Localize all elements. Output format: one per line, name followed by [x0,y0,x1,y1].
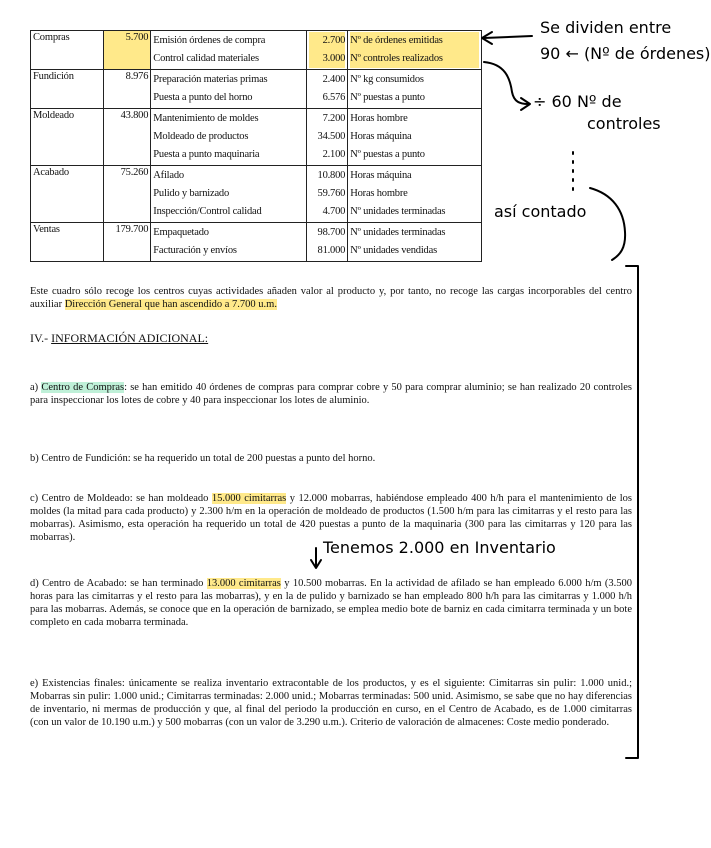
activity-value: 2.100 [322,149,346,160]
paragraph-d-text-end: y 10.500 mobarras. En la actividad de afilado se han empleado 6.000 h/m (3.500 horas para las cimitarras y el resto para las mobarras), y en la de pulido y barnizado se han empleado 800 h/h para las cimitarras y 1.000 h/h para las mobarras. Además, se conoce que en la operación de barnizado, se emplea medio bote de barniz en cada cimitarra terminada y un bote completo en cada mobarra terminada. [30,577,632,628]
center-name-cell: Moldeado [31,109,104,166]
paragraph-a-text: : se han emitido 40 órdenes de compras para comprar cobre y 50 para comprar aluminio; se han realizado 20 controles para inspeccionar los lotes de cobre y 40 para inspeccionar los lotes de aluminio. [30,381,632,406]
activity-name: Emisión órdenes de compra [153,35,266,46]
centro-compras-highlight: Centro de Compras [41,381,125,393]
center-cost-cell: 8.976 [103,70,150,109]
activity-value: 2.400 [322,74,346,85]
activity-name: Puesta a punto maquinaria [153,149,260,160]
activity-name: Moldeado de productos [153,131,249,142]
note-controles: controles [587,114,661,133]
cimitarras-moldeadas-highlight: 15.000 cimitarras [211,492,287,504]
activity-value: 59.760 [317,188,346,199]
activity-value: 2.700 [309,32,346,50]
activity-value: 98.700 [317,227,346,238]
cost-driver: Nº unidades vendidas [350,245,437,256]
cost-driver: Horas máquina [350,170,412,181]
cost-driver: Horas hombre [350,188,408,199]
activity-value: 6.576 [322,92,346,103]
cost-driver: Nº unidades terminadas [350,206,446,217]
center-cost-cell: 5.700 [103,31,150,70]
note-se-dividen: Se dividen entre [540,18,672,37]
cost-driver: Nº kg consumidos [350,74,424,85]
activity-name: Facturación y envíos [153,245,237,256]
paragraph-a-prefix: a) [30,381,42,393]
activity-name: Pulido y barnizado [153,188,230,199]
activity-name: Empaquetado [153,227,209,238]
activity-name: Afilado [153,170,184,181]
activity-value: 81.000 [317,245,346,256]
center-name-cell: Ventas [31,223,104,262]
paragraph-d-text-start: d) Centro de Acabado: se han terminado [30,577,207,589]
section-number: IV.- [30,331,52,345]
cost-driver: Nº puestas a punto [350,92,425,103]
activity-value: 7.200 [322,113,346,124]
cost-driver: Nº de órdenes emitidas [350,32,479,50]
activity-name: Preparación materias primas [153,74,268,85]
direccion-general-highlight: Dirección General que han ascendido a 7.700 u.m. [64,298,277,310]
cost-driver: Horas hombre [350,113,408,124]
curve-bracket [590,188,625,260]
cost-driver: Horas máquina [350,131,412,142]
center-name-cell: Acabado [31,166,104,223]
arrow-to-ordenes [484,36,532,38]
paragraph-c-text-end: y 12.000 mobarras, habiéndose empleado 400 h/h para el mantenimiento de los moldes (la mitad para cada producto) y 2.300 h/m en la operación de moldeado de productos (1.500 h/m para las cimitarras y el resto para las mobarras). Asimismo, esta operación ha requerido un total de 420 puestas a punto de la maquinaria (300 para las cimitarras y 120 para las mobarras). [30,492,633,543]
activity-value: 3.000 [309,50,346,68]
note-asi-contado: así contado [494,202,587,221]
paragraph-e: e) Existencias finales: únicamente se realiza inventario extracontable de los productos, y es el siguiente: Cimitarras sin pulir: 1.000 unid.; Mobarras sin pulir: 1.000 unid.; Cimitarras terminadas: 2.000 unid.; Mobarras terminadas: 500 unid. Asimismo, se sabe que no hay diferencias de inventario, ni mermas de producción y que, al final del periodo la producción en curso, en el Centro de Acabado, es de 1.000 cimitarras (con un valor de 10.190 u.m.) y 500 mobarras (con un valor de 3.290 u.m.). Criterio de valoración de almacenes: Coste medio ponderado. [30,677,632,728]
activity-name: Control calidad materiales [153,53,259,64]
cost-driver: Nº unidades terminadas [350,227,446,238]
note-90-ordenes: 90 ← (Nº de órdenes) [540,44,711,63]
paragraph-c-text-start: c) Centro de Moldeado: se han moldeado [30,492,212,504]
center-name-cell: Fundición [31,70,104,109]
note-inventario: Tenemos 2.000 en Inventario [323,538,556,557]
cost-driver: Nº controles realizados [350,50,479,68]
activity-value: 34.500 [317,131,346,142]
paragraph-b: b) Centro de Fundición: se ha requerido un total de 200 puestas a punto del horno. [30,452,376,464]
cimitarras-terminadas-highlight: 13.000 cimitarras [206,577,281,589]
note-60-controles: ÷ 60 Nº de [533,92,622,111]
table-note-text: Este cuadro sólo recoge los centros cuyas actividades añaden valor al producto y, por tanto, no recoge las cargas incorporables del centro auxiliar [30,285,632,310]
activity-name: Inspección/Control calidad [153,206,262,217]
right-margin-bracket [626,266,638,758]
activity-name: Mantenimiento de moldes [153,113,259,124]
center-cost-cell: 43.800 [103,109,150,166]
cost-driver: Nº puestas a punto [350,149,425,160]
section-title: INFORMACIÓN ADICIONAL: [51,331,209,345]
activity-name: Puesta a punto del horno [153,92,253,103]
center-cost-cell: 75.260 [103,166,150,223]
activity-value: 4.700 [322,206,346,217]
center-name-cell: Compras [31,31,104,70]
activity-value: 10.800 [317,170,346,181]
center-cost-cell: 179.700 [103,223,150,262]
